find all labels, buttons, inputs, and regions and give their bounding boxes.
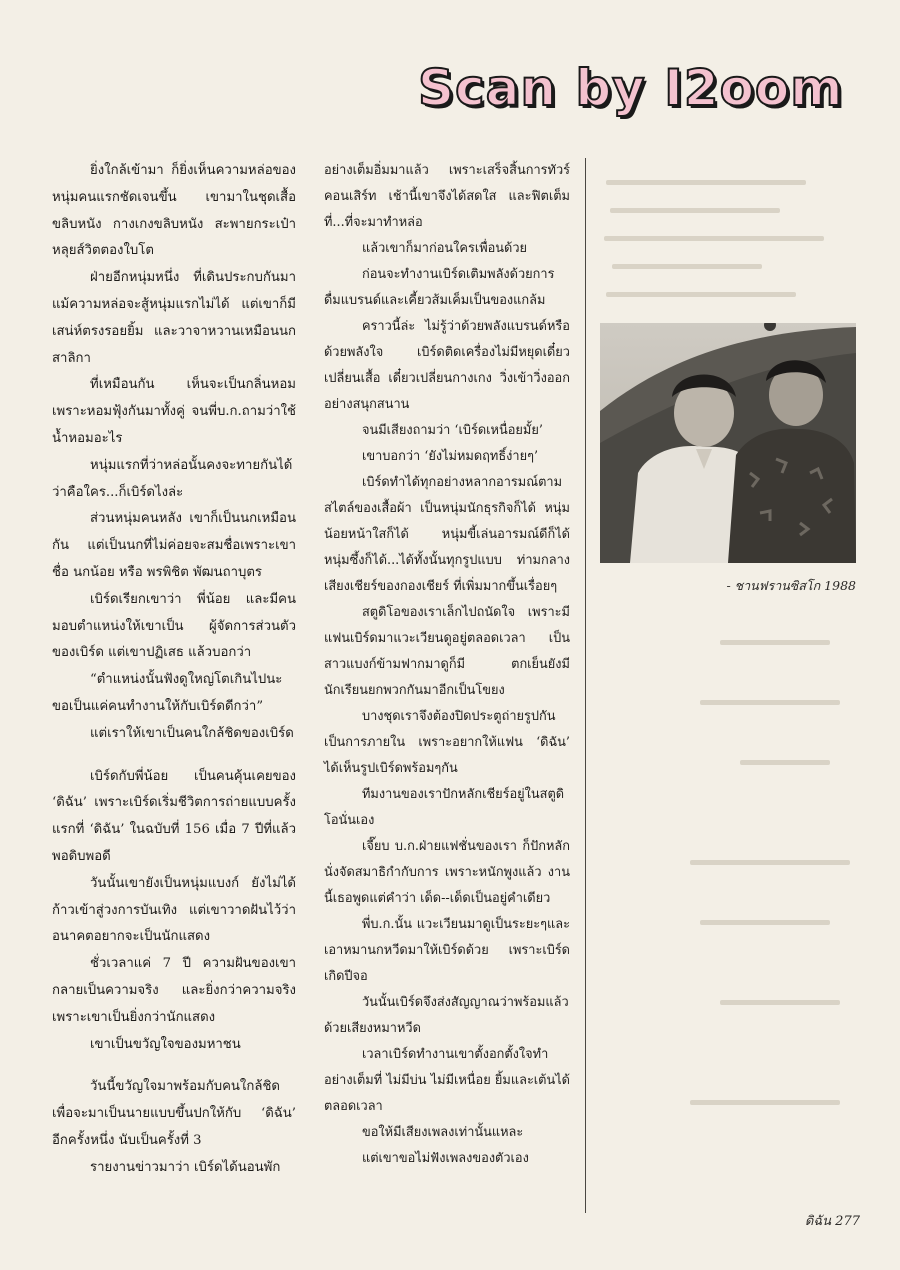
middle-column-paragraph: ขอให้มีเสียงเพลงเท่านั้นแหละ [362, 1125, 524, 1140]
left-column-paragraph: รายงานข่าวมาว่า เบิร์ดได้นอนพัก [90, 1159, 281, 1175]
article-column-left [52, 158, 296, 1181]
photo-caption: - ชานฟรานซิสโก 1988 [726, 578, 856, 593]
left-column-paragraph: วันนั้นเขายังเป็นหนุ่มแบงก์ ยังไม่ได้ก้าวเข้าสู่วงการบันเทิง แต่เขาวาดฝันไว้ว่า อนาคตอยากจะเป็นนักแสดง [52, 875, 296, 945]
middle-column-paragraph: อย่างเต็มอิ่มมาแล้ว เพราะเสร็จสิ้นการทัวร์คอนเสิร์ท เช้านี้เขาจึงได้สดใส และฟิตเต็มที่...ที่จะมาทำหล่อ [324, 163, 570, 230]
left-column-paragraph: ที่เหมือนกัน เห็นจะเป็นกลิ่นหอมเพราะหอมฟุ้งกันมาทั้งคู่ จนพี่บ.ก.ถามว่าใช้น้ำหอมอะไร [52, 377, 296, 446]
middle-column-paragraph: จนมีเสียงถามว่า ‘เบิร์ดเหนื่อยมั้ย’ [362, 423, 543, 438]
left-column-paragraph: หนุ่มแรกที่ว่าหล่อนั้นคงจะทายกันได้ว่าคือใคร...ก็เบิร์ดไงล่ะ [52, 457, 293, 500]
left-column-paragraph: “ตำแหน่งนั้นฟังดูใหญ่โตเกินไปนะ ขอเป็นแค่คนทำงานให้กับเบิร์ดดีกว่า” [52, 672, 283, 714]
middle-column-paragraph: เวลาเบิร์ดทำงานเขาตั้งอกตั้งใจทำอย่างเต็มที่ ไม่มีบ่น ไม่มีเหนื่อย ยิ้มและเต้นได้ตลอดเวลา [324, 1047, 570, 1114]
middle-column-paragraph: ก่อนจะทำงานเบิร์ดเติมพลังด้วยการดื่มแบรนด์และเคี้ยวส้มเค็มเป็นของแกล้ม [324, 267, 555, 308]
middle-column-paragraph: พี่บ.ก.นั้น แวะเวียนมาดูเป็นระยะๆและเอาหมานกหวีดมาให้เบิร์ดด้วย เพราะเบิร์ดเกิดปีจอ [324, 917, 570, 984]
middle-column-paragraph: บางชุดเราจึงต้องปิดประตูถ่ายรูปกันเป็นการภายใน เพราะอยากให้แฟน ‘ดิฉัน’ ได้เห็นรูปเบิร์ดพร้อมๆกัน [324, 709, 570, 776]
middle-column-paragraph: คราวนี้ล่ะ ไม่รู้ว่าด้วยพลังแบรนด์หรือด้วยพลังใจ เบิร์ดติดเครื่องไม่มีหยุดเดี๋ยวเปลี่ยนเสื้อ เดี๋ยวเปลี่ยนกางเกง วิ่งเข้าวิ่งออกอย่างสนุกสนาน [324, 319, 570, 412]
middle-column-paragraph: เจี๊ยบ บ.ก.ฝ่ายแฟชั่นของเรา ก็ปักหลักนั่งจัดสมาธิกำกับการ เพราะหนักพูงแล้ว งานนี้เธอพูดแต่คำว่า เด็ด--เด็ดเป็นอยู่คำเดียว [324, 839, 570, 906]
left-column-paragraph: วันนี้ขวัญใจมาพร้อมกับคนใกล้ชิดเพื่อจะมาเป็นนายแบบขึ้นปกให้กับ ‘ดิฉัน’ อีกครั้งหนึ่ง นับเป็นครั้งที่ 3 [52, 1079, 296, 1148]
left-column-paragraph: ฝ่ายอีกหนุ่มหนึ่ง ที่เดินประกบกันมา แม้ความหล่อจะสู้หนุ่มแรกไม่ได้ แต่เขาก็มีเสน่ห์ตรงรอยยิ้ม และวาจาหวานเหมือนนกสาลิกา [52, 270, 296, 366]
middle-column-paragraph: วันนั้นเบิร์ดจึงส่งสัญญาณว่าพร้อมแล้วด้วยเสียงหมาหวีด [324, 995, 569, 1036]
left-column-paragraph: เขาเป็นขวัญใจของมหาชน [90, 1036, 241, 1052]
middle-column-paragraph: ทีมงานของเราปักหลักเชียร์อยู่ในสตูดิโอนั่นเอง [324, 787, 565, 828]
left-column-paragraph: เบิร์ดเรียกเขาว่า พี่น้อย และมีคนมอบตำแหน่งให้เขาเป็น ผู้จัดการส่วนตัวของเบิร์ด แต่เขาปฏิเสธ แล้วบอกว่า [52, 591, 296, 661]
scanner-watermark: Scan by I2oom [418, 59, 844, 117]
column-divider [585, 158, 586, 1213]
left-column-paragraph: ชั่วเวลาแค่ 7 ปี ความฝันของเขากลายเป็นความจริง และยิ่งกว่าความจริงเพราะเขาเป็นยิ่งกว่านักแสดง [52, 956, 296, 1025]
left-column-paragraph: เบิร์ดกับพี่น้อย เป็นคนคุ้นเคยของ ‘ดิฉัน’ เพราะเบิร์ดเริ่มชีวิตการถ่ายแบบครั้งแรกที่ ‘ดิฉัน’ ในฉบับที่ 156 เมื่อ 7 ปีที่แล้วพอดิบพอดี [52, 768, 296, 864]
article-column-middle [324, 158, 570, 1172]
middle-column-paragraph: เบิร์ดทำได้ทุกอย่างหลากอารมณ์ตามสไตล์ของเสื้อผ้า เป็นหนุ่มนักธุรกิจก็ได้ หนุ่มน้อยหน้าใสก็ได้ หนุ่มขี้เล่นอารมณ์ดีก็ได้ หนุ่มซึ้งก็ได้...ได้ทั้งนั้นทุกรูปแบบ ท่ามกลางเสียงเชียร์ของกองเชียร์ ที่เพิ่มมากขึ้นเรื่อยๆ [324, 475, 570, 594]
left-column-paragraph: ส่วนหนุ่มคนหลัง เขาก็เป็นนกเหมือนกัน แต่เป็นนกที่ไม่ค่อยจะสมชื่อเพราะเขาชื่อ นกน้อย หรือ พรพิชิต พัฒนถาบุตร [52, 511, 296, 580]
middle-column-paragraph: แล้วเขาก็มาก่อนใครเพื่อนด้วย [362, 241, 528, 256]
middle-column-paragraph: แต่เขาขอไม่ฟังเพลงของตัวเอง [362, 1151, 529, 1166]
middle-column-paragraph: สตูดิโอของเราเล็กไปถนัดใจ เพราะมีแฟนเบิร์ดมาแวะเวียนดูอยู่ตลอดเวลา เป็นสาวแบงก์ข้ามฟากมาดูก็มี ตกเย็นยังมีนักเรียนยกพวกกันมาอีกเป็นโขยง [324, 605, 570, 698]
left-column-paragraph: แต่เราให้เขาเป็นคนใกล้ชิดของเบิร์ด [90, 725, 294, 741]
middle-column-paragraph: เขาบอกว่า ‘ยังไม่หมดฤทธิ์ง่ายๆ’ [362, 449, 539, 464]
left-column-paragraph: ยิ่งใกล้เข้ามา ก็ยิ่งเห็นความหล่อของหนุ่มคนแรกชัดเจนขึ้น เขามาในชุดเสื้อขลิบหนัง กางเกงขลิบหนัง สะพายกระเป๋าหลุยส์วิตตองใบโต [52, 163, 296, 259]
page-number: ดิฉัน 277 [804, 1214, 860, 1229]
cover-shoot-photo [600, 323, 856, 563]
